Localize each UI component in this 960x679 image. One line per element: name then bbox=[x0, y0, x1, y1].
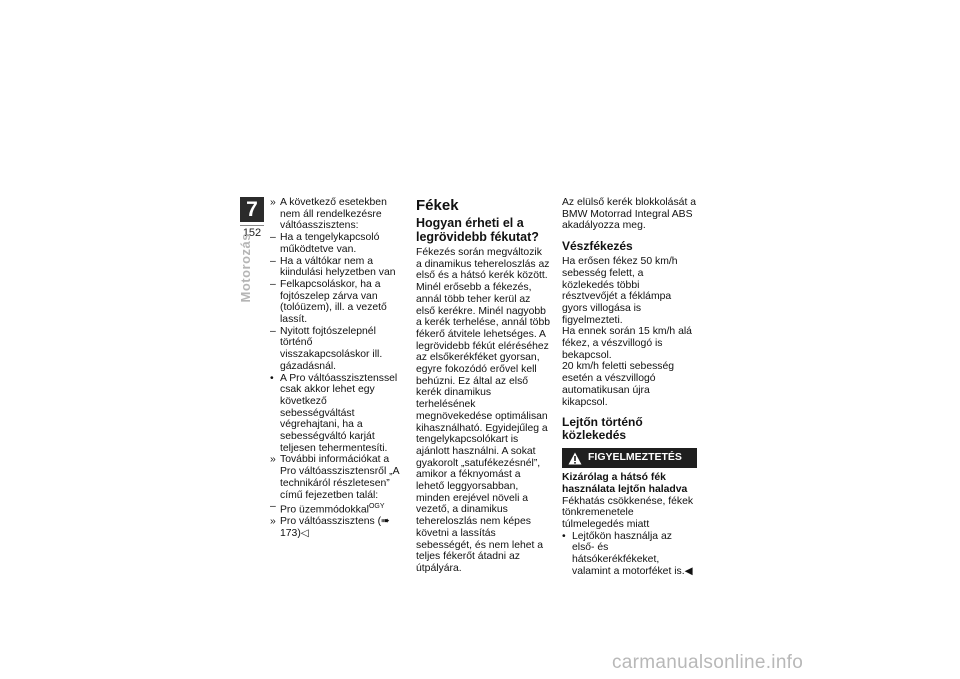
list-item bbox=[270, 279, 404, 326]
list-marker: » bbox=[270, 454, 276, 466]
list-marker: – bbox=[270, 501, 276, 513]
list-marker: • bbox=[270, 372, 274, 384]
list-marker: – bbox=[270, 278, 276, 290]
warning-body: Fékhatás csökkenése, fékek tönkremenetele túlmelegedés miatt bbox=[562, 495, 694, 531]
list-text: A Pro váltóasszisztenssel csak akkor lehet egy következő sebességváltást végrehajtani, ha a sebességváltó karját teljesen tehermentesíti. bbox=[280, 372, 398, 454]
list-text: Pro üzemmódokkal bbox=[280, 504, 369, 516]
list-text: Felkapcsoláskor, ha a fojtószelep zárva van (tolóüzem), ill. a vezető lassít. bbox=[280, 278, 387, 326]
list-marker: » bbox=[270, 516, 276, 528]
list-text: Ha a váltókar nem a kiindulási helyzetben van bbox=[280, 255, 396, 279]
warning-title: Kizárólag a hátsó fék használata lejtőn haladva bbox=[562, 472, 688, 495]
section-heading: Fékek bbox=[416, 197, 459, 214]
list-item bbox=[270, 232, 404, 255]
list-item bbox=[562, 531, 697, 578]
list-text: Lejtőkön használja az első- és hátsókerékfékeket, valamint a motorféket is.◀ bbox=[572, 530, 693, 577]
warning-triangle-icon bbox=[568, 452, 582, 465]
list-marker: » bbox=[270, 197, 276, 208]
list-marker: – bbox=[270, 255, 276, 267]
warning-label: FIGYELMEZTETÉS bbox=[588, 451, 682, 464]
section-heading: Lejtőn történő közlekedés bbox=[562, 415, 643, 443]
list-marker: – bbox=[270, 232, 276, 244]
list-item bbox=[270, 326, 404, 373]
body-text: Az elülső kerék blokkolását a BMW Motorrad Integral ABS akadályozza meg. bbox=[562, 197, 696, 232]
list-text: További információkat a Pro váltóasszisztensről „A technikáról részletesen” című fejezetben talál: bbox=[280, 454, 399, 501]
list-text: Ha a tengelykapcsoló működtetve van. bbox=[280, 232, 380, 255]
section-subheading: Hogyan érheti el a legrövidebb fékutat? bbox=[416, 216, 539, 244]
superscript-tag: OGY bbox=[368, 503, 385, 511]
list-item bbox=[270, 501, 404, 516]
column-middle bbox=[416, 197, 550, 575]
watermark-text: carmanualsonline.info bbox=[612, 652, 804, 673]
list-item bbox=[270, 373, 404, 455]
column-right bbox=[562, 197, 697, 578]
body-text: 20 km/h feletti sebesség esetén a vészvillogó automatikusan újra kikapcsol. bbox=[562, 361, 675, 408]
chapter-title: Motorozás bbox=[238, 233, 253, 303]
body-text: Fékezés során megváltozik a dinamikus tehereloszlás az első és a hátsó kerék között. Minél erősebb a fékezés, annál több teher kerül az első kerékre. Minél nagyobb a kerék terhelése, annál több fékerő átvitele lehetséges. A legrövidebb fékút eléréséhez az elsőkerékféket gyorsan, egyre fokozódó erővel kell behúzni. Ez által az első kerék dinamikus terhelésének megnövekedése optimálisan kihasználható. Egyidejűleg a tengelykapcsolókart is ajánlott használni. A sokat gyakorolt „satufékezésnél”, amikor a féknyomást a lehető leggyorsabban, minden erejével növeli a vezető, a dinamikus tehereloszlás nem képes követni a lassítás sebességét, és nem lehet a teljes fékerőt átadni az útpályára. bbox=[416, 247, 551, 574]
list-text: Pro váltóasszisztens (➠ 173)◁ bbox=[280, 516, 390, 540]
cross-reference-link[interactable] bbox=[270, 516, 404, 539]
warning-banner bbox=[562, 448, 697, 468]
list-marker: – bbox=[270, 325, 276, 337]
list-item bbox=[270, 454, 404, 501]
column-left bbox=[270, 197, 404, 540]
list-item bbox=[270, 256, 404, 279]
body-text: Ha ennek során 15 km/h alá fékez, a vészvillogó is bekapcsol. bbox=[562, 326, 692, 361]
section-heading: Vészfékezés bbox=[562, 239, 633, 254]
body-text: Ha erősen fékez 50 km/h sebesség felett, a közlekedés többi résztvevőjét a féklámpa gyors villogása is figyelmezteti. bbox=[562, 256, 678, 326]
page-number: 152 bbox=[240, 225, 264, 239]
list-text: A következő esetekben nem áll rendelkezésre váltóasszisztens: bbox=[280, 197, 387, 232]
list-marker: • bbox=[562, 530, 566, 542]
list-item bbox=[270, 197, 404, 232]
list-text: Nyitott fojtószelepnél történő visszakapcsoláskor ill. gázadásnál. bbox=[280, 325, 383, 372]
chapter-number: 7 bbox=[240, 197, 264, 222]
